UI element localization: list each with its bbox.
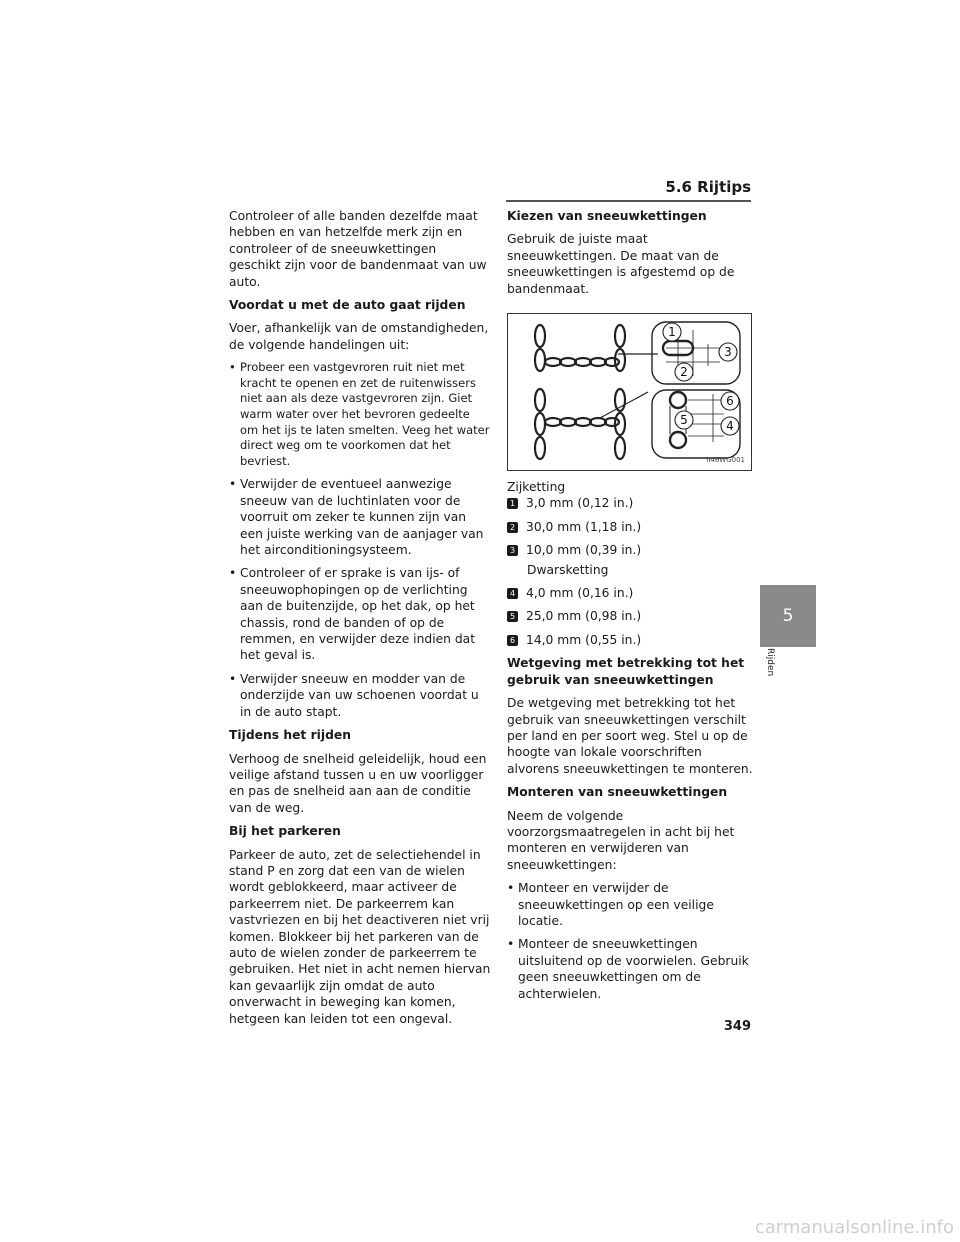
side-chain-label: Zijketting (507, 480, 566, 495)
mounting-text: Neem de volgende voorzorgsmaatregelen in acht bij het monteren en verwijderen van sneeuwkettingen: (507, 808, 735, 872)
dimension-item: 6 14,0 mm (0,55 in.) (507, 632, 754, 648)
heading-choose-chains: Kiezen van sneeuwkettingen (507, 209, 707, 223)
dimension-item: 4 4,0 mm (0,16 in.) (507, 585, 754, 601)
list-item: • Monteer de sneeuwkettingen uitsluitend op de voorwielen. Gebruik geen sneeuwkettingen om de achterwielen. (507, 936, 754, 1002)
snow-chain-illustration (508, 314, 751, 470)
during-driving-text: Verhoog de snelheid geleidelijk, houd een veilige afstand tussen u en uw voorligger en pas de snelheid aan aan de conditie van de weg. (229, 751, 487, 815)
heading-mounting: Monteren van sneeuwkettingen (507, 785, 728, 800)
list-item: • Probeer een vastgevroren ruit niet met kracht te openen en zet de ruitenwissers niet aan als deze vastgevroren zijn. Giet warm water over het bevroren gedeelte om het ijs te laten smelten. Veeg het water direct weg om te voorkomen dat het bevriest. (229, 360, 491, 469)
list-item: • Controleer of er sprake is van ijs- of sneeuwophopingen op de verlichting aan de buitenzijde, op het dak, op het chassis, rond de banden of op de remmen, en verwijder deze indien dat het geval is. (229, 565, 491, 663)
chapter-tab-label: Rijden (765, 648, 775, 677)
callout-2: 2 (680, 365, 688, 380)
legislation-text: De wetgeving met betrekking tot het gebruik van sneeuwkettingen verschilt per land en per soort weg. Stel u op de hoogte van lokale voorschriften alvorens sneeuwkettingen te monteren. (507, 696, 753, 776)
dimension-item: 2 30,0 mm (1,18 in.) (507, 519, 754, 535)
header-rule (506, 200, 751, 202)
dimension-item: 1 3,0 mm (0,12 in.) (507, 495, 754, 511)
list-item: • Monteer en verwijder de sneeuwkettingen op een veilige locatie. (507, 880, 754, 929)
intro-text: Controleer of alle banden dezelfde maat hebben en van hetzelfde merk zijn en controleer of de sneeuwkettingen geschikt zijn voor de bandenmaat van uw auto. (229, 209, 487, 289)
callout-1: 1 (668, 325, 676, 340)
section-title: 5.6 Rijtips (665, 178, 751, 196)
left-column (229, 208, 491, 1034)
heading-parking: Bij het parkeren (229, 824, 341, 839)
page-number: 349 (723, 1019, 751, 1034)
callout-6: 6 (726, 394, 734, 409)
dimension-item: 3 10,0 mm (0,39 in.) (507, 542, 754, 558)
callout-3: 3 (724, 345, 732, 360)
heading-legislation: Wetgeving met betrekking tot het gebruik van sneeuwkettingen (507, 656, 745, 687)
chapter-tab: 5 (760, 585, 816, 647)
heading-before-driving: Voordat u met de auto gaat rijden (229, 298, 466, 313)
heading-during-driving: Tijdens het rijden (229, 728, 351, 743)
list-item: • Verwijder sneeuw en modder van de onderzijde van uw schoenen voordat u in de auto stapt. (229, 671, 491, 720)
cross-chain-label: Dwarsketting (527, 562, 609, 577)
before-driving-list (229, 360, 491, 469)
mounting-list (507, 880, 754, 1002)
callout-4: 4 (726, 419, 734, 434)
parking-text: Parkeer de auto, zet de selectiehendel in stand P en zorg dat een van de wielen wordt geblokkeerd, maar activeer de parkeerrem niet. De parkeerrem kan vastvriezen en bij het deactiveren niet vrij komen. Blokkeer bij het parkeren van de auto de wielen zonder de parkeerrem te gebruiken. Het niet in acht nemen hiervan kan gevaarlijk zijn omdat de auto onverwacht in beweging kan komen, hetgeen kan leiden tot een ongeval. (229, 847, 491, 1026)
callout-5: 5 (680, 413, 688, 428)
list-item: • Verwijder de eventueel aanwezige sneeuw van de luchtinlaten voor de voorruit om zeker te kunnen zijn van een juiste werking van de aanjager van het airconditioningsysteem. (229, 476, 491, 558)
watermark: carmanualsonline.info (754, 1217, 954, 1238)
snow-chain-figure (507, 313, 752, 471)
before-driving-text: Voer, afhankelijk van de omstandigheden, de volgende handelingen uit: (229, 321, 489, 352)
figure-code: II46WG001 (706, 455, 745, 464)
before-driving-list-2 (229, 476, 491, 720)
dimension-item: 5 25,0 mm (0,98 in.) (507, 608, 754, 624)
right-column (507, 208, 754, 1009)
choose-chains-text: Gebruik de juiste maat sneeuwkettingen. De maat van de sneeuwkettingen is afgestemd op de bandenmaat. (507, 232, 735, 296)
